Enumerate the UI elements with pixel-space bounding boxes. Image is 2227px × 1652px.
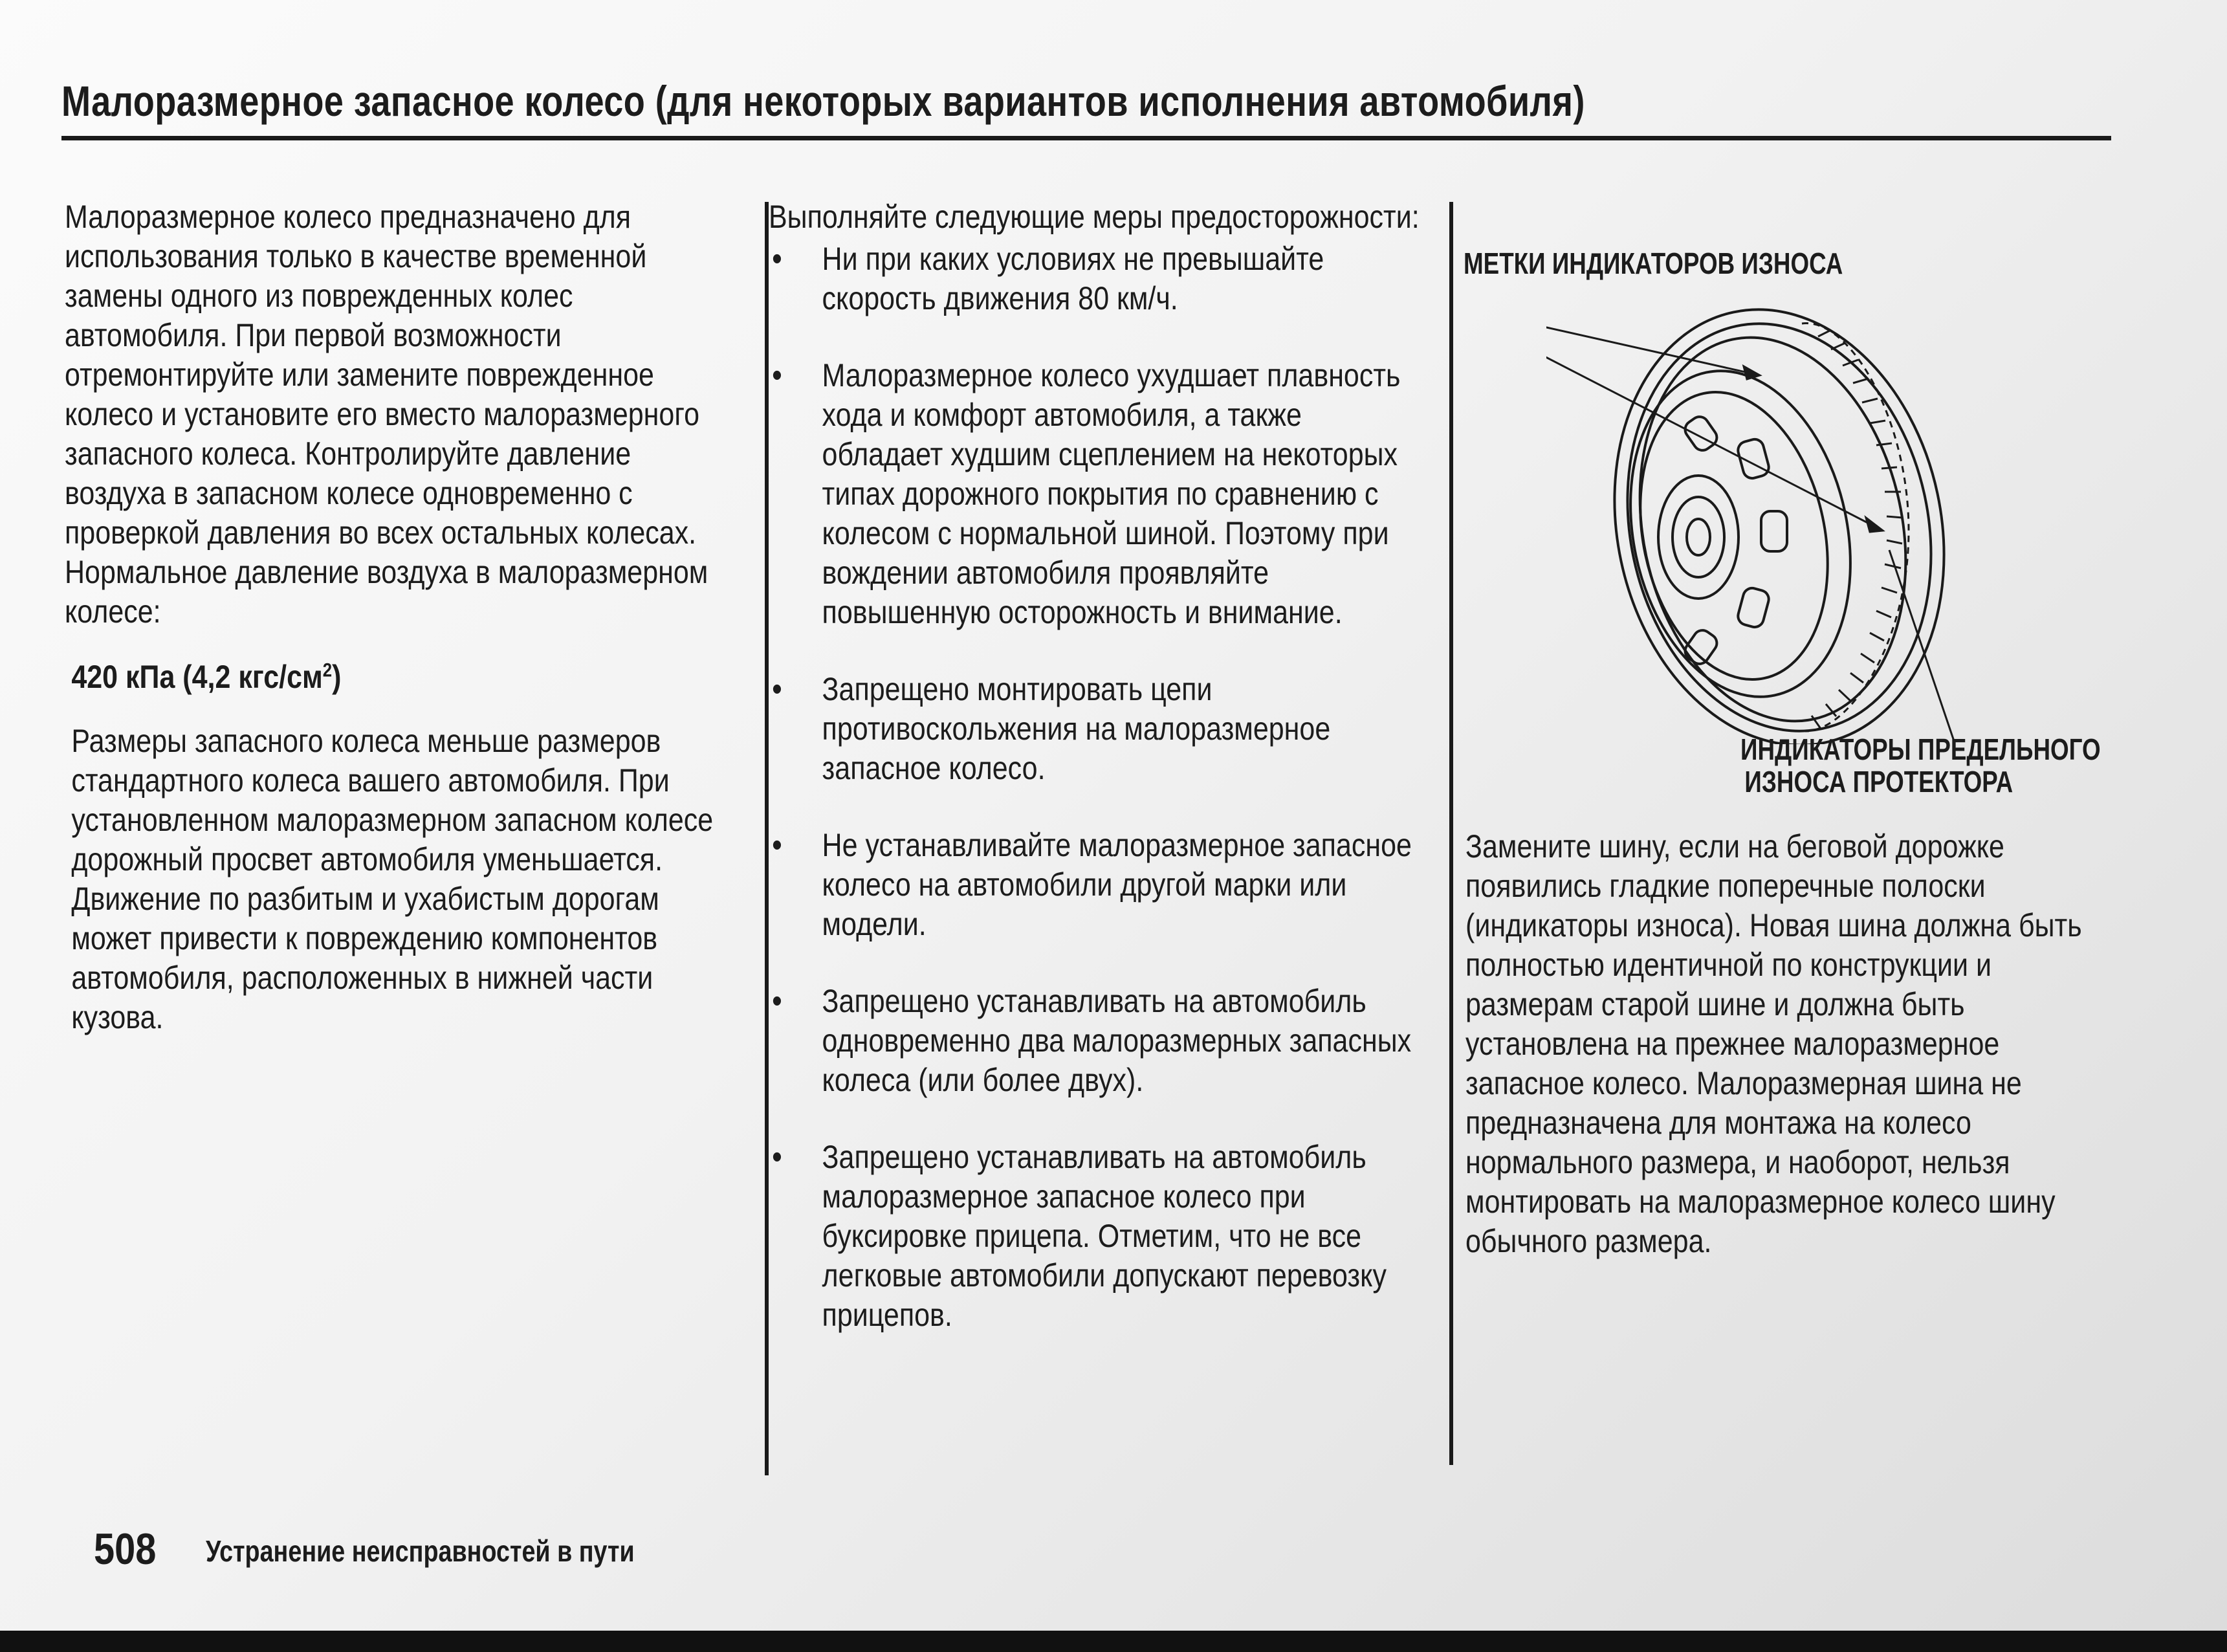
tread-wear-indicators-label <box>1740 733 2101 798</box>
section-title: Устранение неисправностей в пути <box>206 1534 635 1568</box>
column-1 <box>65 197 825 1037</box>
bullet-icon: • <box>772 826 782 864</box>
list-item <box>769 239 1420 318</box>
bullet-icon: • <box>772 982 782 1020</box>
column-2 <box>769 197 1526 1372</box>
precaution-text: Запрещено устанавливать на автомобиль малоразмерное запасное колесо при буксировке прицепа. Отметим, что не все легковые автомобили допускают перевозку прицепов. <box>822 1139 1387 1333</box>
list-item <box>769 982 1420 1100</box>
precaution-text: Запрещено монтировать цепи противоскольжения на малоразмерное запасное колесо. <box>822 671 1331 786</box>
precaution-text: Малоразмерное колесо ухудшает плавность хода и комфорт автомобиля, а также обладает худшим сцеплением на некоторых типах дорожного покрытия по сравнению с колесом с нормальной шиной. Поэтому при вождении автомобиля проявляйте повышенную осторожность и внимание. <box>822 357 1401 630</box>
bottom-edge-bar <box>0 1631 2227 1652</box>
ground-clearance-paragraph: Размеры запасного колеса меньше размеров стандартного колеса вашего автомобиля. При установленном малоразмерном запасном колесе дорожный просвет автомобиля уменьшается. Движение по разбитым и ухабистым дорогам может привести к повреждению компонентов автомобиля, расположенных в нижней части кузова. <box>71 723 714 1035</box>
spare-wheel-intro-paragraph: Малоразмерное колесо предназначено для использования только в качестве временной замены одного из поврежденных колес автомобиля. При первой возможности отремонтируйте или замените поврежденное колесо и установите его вместо малоразмерного запасного колеса. Контролируйте давление воздуха в запасном колесе одновременно с проверкой давления во всех остальных колесах. Нормальное давление воздуха в малоразмерном колесе: <box>65 199 708 630</box>
bullet-icon: • <box>772 357 782 394</box>
list-item <box>769 1138 1420 1335</box>
precaution-text: Запрещено устанавливать на автомобиль одновременно два малоразмерных запасных колеса (или более двух). <box>822 983 1412 1098</box>
page-number: 508 <box>94 1525 157 1574</box>
column-3 <box>1465 827 2222 1261</box>
normal-pressure-value <box>71 657 718 697</box>
tread-wear-indicators-line2: ИЗНОСА ПРОТЕКТОРА <box>1744 765 2013 798</box>
pressure-superscript: 2 <box>322 659 333 681</box>
title-rule <box>61 136 2111 140</box>
bullet-icon: • <box>772 240 782 278</box>
precautions-intro: Выполняйте следующие меры предосторожности: <box>769 199 1420 235</box>
bullet-icon: • <box>772 1138 782 1176</box>
pressure-main: 420 кПа (4,2 кгс/см <box>71 659 323 695</box>
tread-wear-indicators-line1: ИНДИКАТОРЫ ПРЕДЕЛЬНОГО <box>1740 732 2101 766</box>
list-item <box>769 670 1420 788</box>
bullet-icon: • <box>772 670 782 708</box>
wear-indicator-marks-label: МЕТКИ ИНДИКАТОРОВ ИЗНОСА <box>1464 247 1843 280</box>
tire-illustration <box>1546 278 1960 744</box>
list-item <box>769 356 1420 632</box>
list-item <box>769 826 1420 944</box>
tire-replacement-paragraph: Замените шину, если на беговой дорожке появились гладкие поперечные полоски (индикаторы износа). Новая шина должна быть полностью идентичной по конструкции и размерам старой шине и должна быть установлена на прежнее малоразмерное запасное колесо. Малоразмерная шина не предназначена для монтажа на колесо нормального размера, и наоборот, нельзя монтировать на малоразмерное колесо шину обычного размера. <box>1465 828 2082 1259</box>
precaution-text: Не устанавливайте малоразмерное запасное колесо на автомобили другой марки или модели. <box>822 827 1412 942</box>
precautions-list <box>769 239 1420 1335</box>
pressure-end: ) <box>332 659 342 695</box>
precaution-text: Ни при каких условиях не превышайте скорость движения 80 км/ч. <box>822 241 1324 316</box>
page-title: Малоразмерное запасное колесо (для некоторых вариантов исполнения автомобиля) <box>61 77 1585 125</box>
